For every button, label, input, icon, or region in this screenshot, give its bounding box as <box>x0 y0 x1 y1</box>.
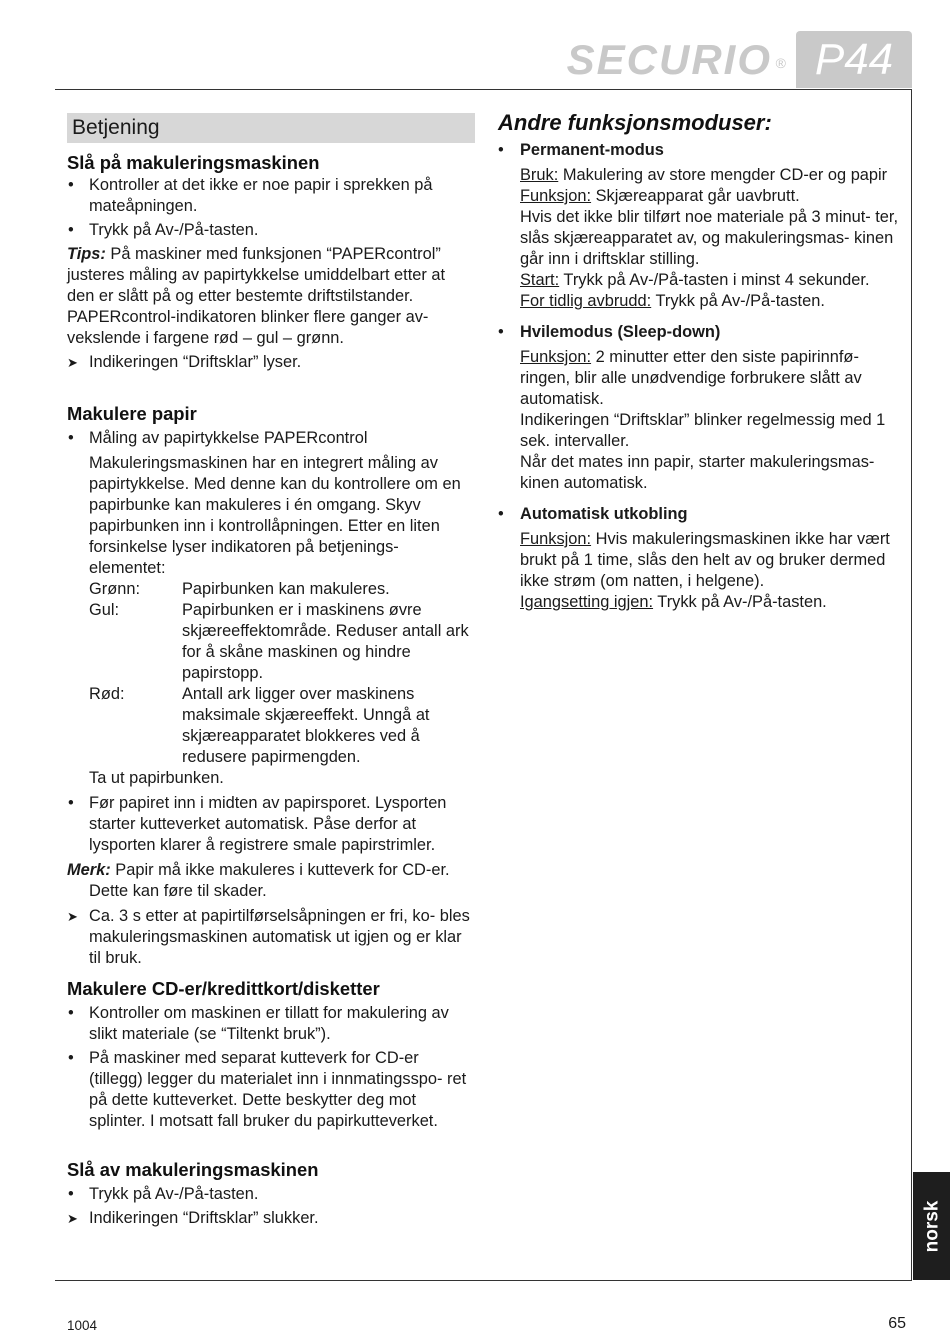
definition-row: Gul: Papirbunken er i maskinens øvre skjæreeffektområde. Reduser antall ark for å skåne maskinen og hindre papirstopp. <box>89 601 469 682</box>
paragraph: Makuleringsmaskinen har en integrert måling av papirtykkelse. Med denne kan du kontrollere om en papirbunke kan makuleres i én omgang. Skyv papirbunken inn i kontrollåpningen. Etter en liten forsinkelse lyser indikatoren på betjenings- elementet: <box>89 454 461 577</box>
bullet-icon: • <box>68 1185 74 1203</box>
paragraph: Ta ut papirbunken. <box>89 769 224 787</box>
list-item: • Trykk på Av-/På-tasten. <box>68 1185 259 1203</box>
list-item: • Måling av papirtykkelse PAPERcontrol <box>68 429 368 447</box>
paragraph: Når det mates inn papir, starter makuleringsmas- kinen automatisk. <box>520 453 875 492</box>
bullet-icon: • <box>68 221 74 239</box>
function-line: Funksjon: Skjæreapparat går uavbrutt. <box>520 187 800 205</box>
right-column <box>498 110 908 613</box>
footer-rule <box>55 1280 912 1281</box>
usage-line: Bruk: Makulering av store mengder CD-er og papir <box>520 166 888 184</box>
restart-line: Igangsetting igjen: Trykk på Av-/På-tasten. <box>520 593 827 611</box>
paragraph: Indikeringen “Driftsklar” blinker regelmessig med 1 sek. intervaller. <box>520 411 886 450</box>
bullet-icon: • <box>68 794 74 812</box>
bullet-icon: • <box>68 429 74 447</box>
brand-name: SECURIO ® <box>566 36 788 83</box>
page-number: 65 <box>888 1315 906 1332</box>
result-item: ➤ Ca. 3 s etter at papirtilførselsåpningen er fri, ko- bles makuleringsmaskinen automatisk ut igjen og er klar til bruk. <box>67 907 470 967</box>
heading-power-off: Slå av makuleringsmaskinen <box>67 1159 319 1180</box>
right-border <box>911 89 912 1281</box>
list-item: • Kontroller at det ikke er noe papir i sprekken på mateåpningen. <box>68 176 433 215</box>
mode-title: Automatisk utkobling <box>520 505 688 523</box>
heading-power-on: Slå på makuleringsmaskinen <box>67 152 320 173</box>
bullet-icon: • <box>68 1004 74 1022</box>
abort-line: For tidlig avbrudd: Trykk på Av-/På-tasten. <box>520 292 825 310</box>
tips-paragraph: Tips: På maskiner med funksjonen “PAPERcontrol” justeres måling av papirtykkelse umiddelbart etter at den er slått på og etter bestemte driftstilstander. PAPERcontrol-indikatoren blinker flere ganger av- vekslende i fargene rød – gul – grønn. <box>67 245 446 347</box>
arrow-right-icon: ➤ <box>67 1211 78 1226</box>
list-item: • Trykk på Av-/På-tasten. <box>68 221 259 239</box>
heading-shred-paper: Makulere papir <box>67 403 197 424</box>
language-tab: norsk <box>913 1172 950 1280</box>
mode-sleep <box>498 322 908 494</box>
mode-title: Hvilemodus (Sleep-down) <box>520 323 721 341</box>
definition-row: Grønn: Papirbunken kan makuleres. <box>89 580 390 598</box>
list-item: • Kontroller om maskinen er tillatt for makulering av slikt materiale (se “Tiltenkt bruk”). <box>68 1004 449 1043</box>
mode-auto-off <box>498 504 908 613</box>
function-line: Funksjon: 2 minutter etter den siste papirinnfø- ringen, blir alle unødvendige forbrukere slått av automatisk. <box>520 348 862 408</box>
result-item: ➤ Indikeringen “Driftsklar” lyser. <box>67 353 302 371</box>
bullet-icon: • <box>68 176 74 194</box>
document-code: 1004 <box>67 1318 98 1333</box>
list-item: • Før papiret inn i midten av papirsporet. Lysporten starter kutteverket automatisk. Påse derfor at lysporten klarer å registrere smale papirstrimler. <box>68 794 447 854</box>
definition-row: Rød: Antall ark ligger over maskinens maksimale skjæreeffekt. Unngå at skjæreapparatet blokkeres ved å redusere papirmengden. <box>89 685 430 766</box>
bullet-icon: • <box>498 141 504 159</box>
result-item: ➤ Indikeringen “Driftsklar” slukker. <box>67 1209 319 1227</box>
mode-permanent <box>498 140 908 312</box>
left-column <box>67 113 475 1229</box>
arrow-right-icon: ➤ <box>67 909 78 924</box>
list-item: • På maskiner med separat kutteverk for CD-er (tillegg) legger du materialet inn i innmatingsspo- ret på dette kutteverket. Dette beskytter deg mot splinter. I motsatt fall bruker du papirkutteverket. <box>68 1049 467 1130</box>
bullet-icon: • <box>68 1049 74 1067</box>
mode-title: Permanent-modus <box>520 141 664 159</box>
brand-logo <box>567 31 912 88</box>
start-line: Start: Trykk på Av-/På-tasten i minst 4 sekunder. <box>520 271 870 289</box>
other-modes-title: Andre funksjonsmoduser: <box>498 110 772 135</box>
heading-shred-cd: Makulere CD-er/kredittkort/disketter <box>67 978 380 999</box>
paragraph: Hvis det ikke blir tilført noe materiale på 3 minut- ter, slås skjæreapparatet av, og makuleringsmas- kinen går inn i driftsklar stilling. <box>520 208 899 268</box>
note-paragraph: Merk: Papir må ikke makuleres i kutteverk for CD-er. Dette kan føre til skader. <box>67 861 450 900</box>
header-rule <box>55 89 912 90</box>
arrow-right-icon: ➤ <box>67 355 78 370</box>
bullet-icon: • <box>498 505 504 523</box>
bullet-icon: • <box>498 323 504 341</box>
function-line: Funksjon: Hvis makuleringsmaskinen ikke har vært brukt på 1 time, slås den helt av og bruker dermed ikke strøm (om natten, i helgene). <box>520 530 890 590</box>
model-badge: P44 <box>796 31 912 88</box>
section-title: Betjening <box>67 113 475 143</box>
